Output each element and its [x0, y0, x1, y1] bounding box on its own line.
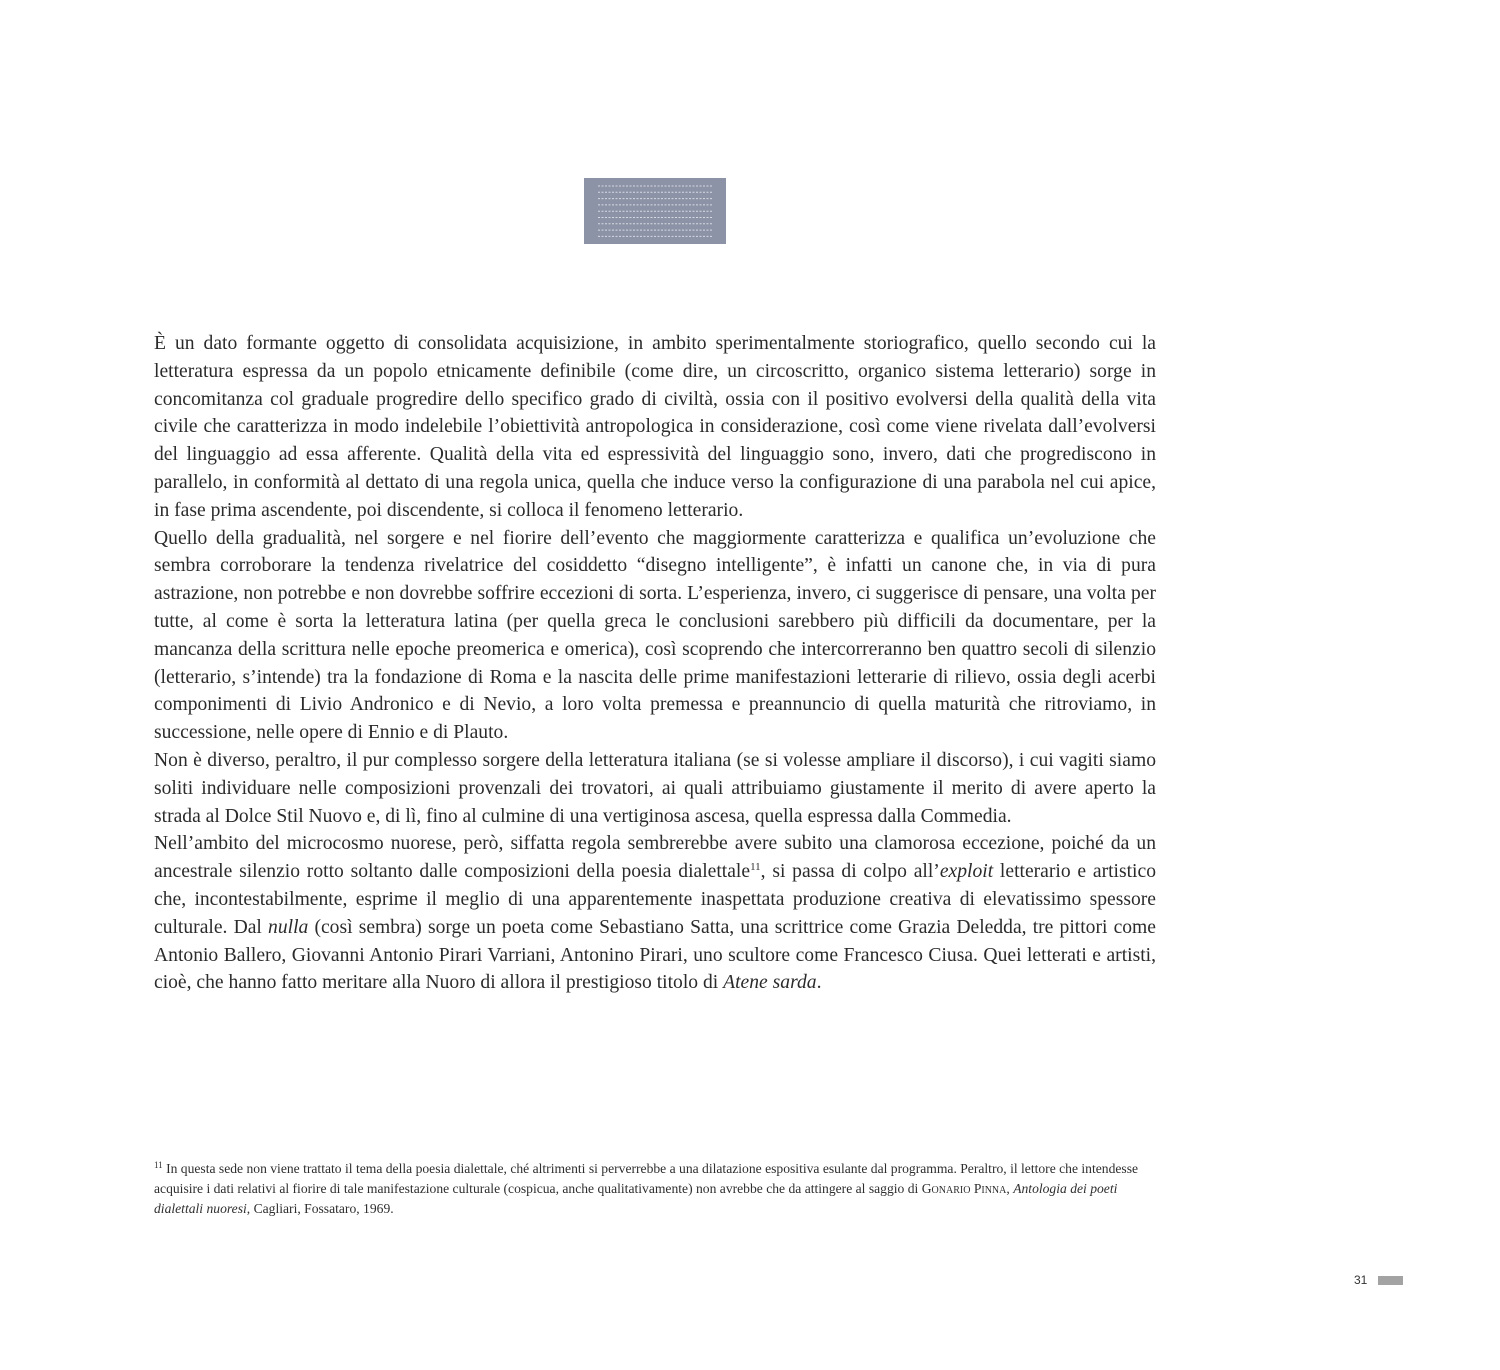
page-number: 31 — [1354, 1273, 1368, 1287]
italic-nulla: nulla — [268, 916, 309, 938]
page-marker-icon — [1378, 1276, 1403, 1285]
main-text — [154, 330, 1156, 997]
footnote-part-a: In questa sede non viene trattato il tema della poesia dialettale, ché altrimenti si perverrebbe a una dilatazione espositiva esulante dal programma. Peraltro, il lettore che intendesse acquisire i dati relativi al fiorire di tale manifestazione culturale (cospicua, anche qualitativamente) non avrebbe che da attingere al saggio di — [154, 1161, 1139, 1196]
footnote-reference: 11 — [750, 861, 761, 874]
footnote-part-c: , Cagliari, Fossataro, 1969. — [246, 1201, 394, 1216]
paragraph-3: Non è diverso, peraltro, il pur complesso sorgere della letteratura italiana (se si volesse ampliare il discorso), i cui vagiti siamo soliti individuare nelle composizioni provenzali dei trovatori, ai quali attribuiamo giustamente il merito di avere aperto la strada al Dolce Stil Nuovo e, di lì, fino al culmine di una vertiginosa ascesa, quella espressa dalla Commedia. — [154, 749, 1156, 827]
decorative-lined-block-icon — [584, 178, 726, 244]
footnote-part-b: , — [1006, 1181, 1014, 1196]
footnote-book-title: Antologia dei poeti dialettali nuoresi — [154, 1181, 1118, 1216]
ornament-lines — [584, 178, 726, 244]
paragraph-4-part-b: , si passa di colpo all’ — [760, 861, 940, 883]
footnote-text — [154, 1159, 1156, 1219]
paragraph-2: Quello della gradualità, nel sorgere e nel fiorire dell’evento che maggiormente caratterizza e qualifica un’evoluzione che sembra corroborare la tendenza rivelatrice del cosiddetto “disegno intelligente”, è infatti un canone che, in via di pura astrazione, non potrebbe e non dovrebbe soffrire eccezioni di sorta. L’esperienza, invero, ci suggerisce di pensare, una volta per tutte, al come è sorta la letteratura latina (per quella greca le conclusioni sarebbero più difficili da documentare, per la mancanza della scrittura nelle epoche preomerica e omerica), così scoprendo che intercorreranno ben quattro secoli di silenzio (letterario, s’intende) tra la fondazione di Roma e la nascita delle prime manifestazioni letterarie di rilievo, ossia degli acerbi componimenti di Livio Andronico e di Nevio, a loro volta premessa e preannuncio di quella maturità che ritroviamo, in successione, nelle opere di Ennio e di Plauto. — [154, 527, 1156, 744]
paragraph-1: È un dato formante oggetto di consolidata acquisizione, in ambito sperimentalmente storiografico, quello secondo cui la letteratura espressa da un popolo etnicamente definibile (come dire, un circoscritto, organico sistema letterario) sorge in concomitanza col graduale progredire dello specifico grado di civiltà, ossia con il positivo evolversi della qualità della vita civile che caratterizza in modo indelebile l’obiettività antropologica in considerazione, così come viene rivelata dall’evolversi del linguaggio ad essa afferente. Qualità della vita ed espressività del linguaggio sono, invero, dati che progrediscono in parallelo, in conformità al dettato di una regola unica, quella che induce verso la configurazione di una parabola nel cui apice, in fase prima ascendente, poi discendente, si colloca il fenomeno letterario. — [154, 333, 1156, 521]
italic-exploit: exploit — [939, 861, 994, 883]
footnote — [154, 1159, 1156, 1219]
italic-atene-sarda: Atene sarda — [723, 972, 817, 994]
paragraph-4-part-a: Nell’ambito del microcosmo nuorese, però, siffatta regola sembrerebbe avere subito una clamorosa eccezione, poiché da un ancestrale silenzio rotto soltanto dalle composizioni della poesia dialettale — [154, 833, 1156, 883]
paragraph-4-part-d: (così sembra) sorge un poeta come Sebastiano Satta, una scrittrice come Grazia Deledda, tre pittori come Antonio Ballero, Giovanni Antonio Pirari Varriani, Antonino Pirari, uno scultore come Francesco Ciusa. Quei letterati e artisti, cioè, che hanno fatto meritare alla Nuoro di allora il prestigioso titolo di — [154, 916, 1156, 994]
footnote-author: Gonario Pinna — [921, 1181, 1007, 1196]
footnote-number: 11 — [154, 1160, 163, 1170]
paragraph-4-part-e: . — [816, 972, 822, 994]
paragraph-4-part-c: letterario e artistico che, incontestabilmente, esprime il meglio di una apparentemente inaspettata produzione creativa di elevatissimo spessore culturale. Dal — [154, 861, 1156, 938]
paragraph-4 — [154, 830, 1156, 997]
